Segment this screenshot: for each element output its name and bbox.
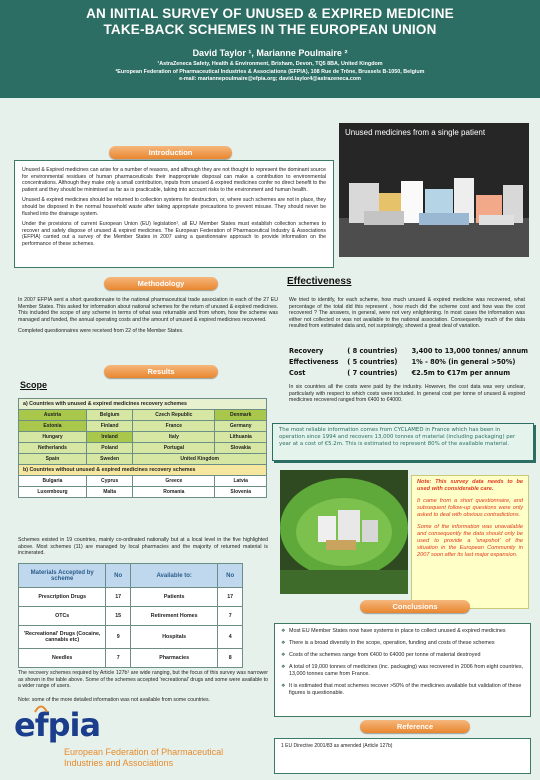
conclusion-item: ❖ A total of 19,000 tonnes of medicines (inc. packaging) was recovered in 2006 from eight countries, 13,000 tonnes came from France. — [281, 664, 524, 678]
acc-cell: 17 — [106, 588, 131, 607]
scope-cell: Lithuania — [215, 432, 267, 443]
photo-caption: Unused medicines from a single patient — [345, 128, 486, 137]
email: e-mail: mariannepoulmaire@efpia.org; david.taylor4@astrazeneca.com — [179, 76, 361, 82]
intro-paragraph-1: Unused & Expired medicines can arise for a number of reasons, and although they are not thought to represent the dominant source for environmental residues of human pharmaceuticals their inappropriate disposal can make a contribution to environmental concentrations. Although they make only a small contribution, inputs from unused & expired medicines confer no direct benefit to the patient and they should be minimised as far as is practicable, taking into account risks to the environment and human health. — [22, 167, 326, 193]
scope-cell: Greece — [133, 476, 215, 487]
title-line-2: TAKE-BACK SCHEMES IN THE EUROPEAN UNION — [103, 22, 437, 37]
scope-cell: Italy — [133, 432, 215, 443]
scope-cell: France — [133, 421, 215, 432]
scope-cell: Cyprus — [86, 476, 132, 487]
acc-cell: 15 — [106, 607, 131, 626]
poster-title — [0, 0, 540, 38]
scope-cell: Slovakia — [215, 443, 267, 454]
caution-paragraph-3: Some of the information was unavailable and consequently the data should only be used to provide a 'snapshot' of the situation in the European Community in 2007 soon after its last major expansion. — [417, 524, 523, 558]
results-heading: Results — [104, 365, 218, 378]
acc-header: Materials Accepted by scheme — [19, 564, 106, 588]
acc-header: No — [106, 564, 131, 588]
acc-cell: Needles — [19, 649, 106, 668]
acc-cell: 7 — [218, 607, 243, 626]
scope-cell: Poland — [86, 443, 132, 454]
scope-cell: Denmark — [215, 410, 267, 421]
scope-cell: Czech Republic — [133, 410, 215, 421]
effectiveness-row — [289, 369, 510, 377]
conclusions-heading: Conclusions — [360, 600, 470, 613]
title-line-1: AN INITIAL SURVEY OF UNUSED & EXPIRED MEDICINE — [86, 6, 454, 21]
methodology-paragraph-2: Completed questionnaires were received from 22 of the Member States. — [18, 328, 184, 335]
scope-table — [18, 398, 267, 498]
medicine-pile-image — [339, 123, 529, 257]
affiliation-2: ²European Federation of Pharmaceutical Industries & Associations (EFPIA), 108 Rue de Trône, Brussels B-1050, Belgium — [115, 68, 425, 75]
row-countries: ( 7 countries) — [347, 369, 398, 377]
row-countries: ( 8 countries) — [347, 347, 398, 355]
conclusion-item: ❖ It is estimated that most schemes recover >50% of the medicines available but validation of these figures is questionable. — [281, 683, 524, 697]
row-value: €2.5m to €17m per annum — [411, 369, 511, 377]
scope-cell: United Kingdom — [133, 454, 267, 465]
scope-cell: Belgium — [86, 410, 132, 421]
efpia-name-line-2: Industries and Associations — [64, 758, 174, 768]
acc-cell: Pharmacies — [130, 649, 217, 668]
reference-text: 1 EU Directive 2001/83 as amended (Article 127b) — [281, 743, 393, 749]
acc-cell: Patients — [130, 588, 217, 607]
effectiveness-row — [289, 358, 515, 366]
green-collection-box-image — [280, 470, 408, 594]
accepted-materials-table — [18, 563, 243, 668]
conclusions-list — [274, 623, 531, 717]
acc-cell: 9 — [106, 626, 131, 649]
scope-text: Schemes existed in 19 countries, mainly co-ordinated nationally but at a local level in the five highlighted above. Most schemes (11) are managed by local pharmacies and the majority of returned material is incinerated. — [18, 537, 268, 557]
row-countries: ( 5 countries) — [347, 358, 398, 366]
row-value: 1% - 80% (in general >50%) — [411, 358, 516, 366]
scope-cell: Slovenia — [215, 487, 267, 498]
scope-head-b: b) Countries without unused & expired medicines recovery schemes — [19, 465, 267, 476]
row-label: Effectiveness — [289, 358, 339, 366]
scope-cell: Portugal — [133, 443, 215, 454]
caution-paragraph-2: It came from a short questionnaire, and subsequent follow-up questions were only asked to deal with obvious contradictions. — [417, 498, 523, 518]
scope-cell: Spain — [19, 454, 87, 465]
acc-cell: 7 — [106, 649, 131, 668]
scope-cell: Ireland — [86, 432, 132, 443]
efpia-name-line-1: European Federation of Pharmaceutical — [64, 747, 224, 757]
acc-cell: 4 — [218, 626, 243, 649]
acc-cell: Retirement Homes — [130, 607, 217, 626]
intro-paragraph-3: Under the provisions of current European Union (EU) legislation¹, all EU Member States must establish collection schemes to recover and safely dispose of unused & expired medicines. The European Federation of Pharmaceutical Industry & Associations (EFPIA) carried out a survey of the Member States in 2007 using a questionnaire approach to provide information on the performance of these schemes. — [22, 221, 326, 247]
survey-caution-note — [411, 475, 529, 609]
efpia-logo: efpia — [14, 706, 101, 744]
methodology-text — [18, 297, 278, 335]
acc-header: Available to: — [130, 564, 217, 588]
scope-cell: Latvia — [215, 476, 267, 487]
row-label: Cost — [289, 369, 306, 377]
acc-cell: 8 — [218, 649, 243, 668]
methodology-heading: Methodology — [104, 277, 218, 290]
scope-cell: Germany — [215, 421, 267, 432]
unused-medicines-photo — [339, 123, 529, 257]
acc-cell: Prescription Drugs — [19, 588, 106, 607]
effectiveness-row — [289, 347, 528, 355]
caution-paragraph-1: Note: This survey data needs to be used with considerable care. — [417, 479, 523, 492]
scope-cell: Luxembourg — [19, 487, 87, 498]
reference-box — [274, 738, 531, 774]
scope-cell: Romania — [133, 487, 215, 498]
scope-cell: Hungary — [19, 432, 87, 443]
efpia-full-name — [64, 747, 223, 769]
conclusion-item: ❖ Costs of the schemes range from €400 to €4000 per tonne of material destroyed — [281, 652, 524, 659]
conclusion-item: ❖ Most EU Member States now have systems in place to collect unused & expired medicines — [281, 628, 524, 635]
row-value: 3,400 to 13,000 tonnes/ annum — [411, 347, 529, 355]
accepted-note: Note: some of the more detailed information was not available from some countries. — [18, 697, 211, 703]
authors: David Taylor ¹, Marianne Poulmaire ² — [192, 48, 348, 58]
scope-cell: Austria — [19, 410, 87, 421]
efpia-logo-arc-icon — [34, 700, 48, 710]
scope-cell: Netherlands — [19, 443, 87, 454]
reference-heading: Reference — [360, 720, 470, 733]
scope-cell: Bulgaria — [19, 476, 87, 487]
affiliation-1: ¹AstraZeneca Safety, Health & Environment, Brixham, Devon, TQ5 8BA, United Kingdom — [157, 61, 383, 67]
conclusion-item: ❖ There is a broad diversity in the scope, operation, funding and costs of these schemes — [281, 640, 524, 647]
introduction-heading: Introduction — [109, 146, 232, 159]
collection-box-photo — [280, 470, 408, 594]
scope-head-a: a) Countries with unused & expired medicines recovery schemes — [19, 399, 267, 410]
scope-cell: Finland — [86, 421, 132, 432]
affiliations — [0, 61, 540, 84]
effectiveness-heading: Effectiveness — [287, 276, 352, 287]
acc-cell: Hospitals — [130, 626, 217, 649]
scope-cell: Sweden — [86, 454, 132, 465]
scope-cell: Estonia — [19, 421, 87, 432]
acc-cell: 17 — [218, 588, 243, 607]
introduction-box — [14, 160, 334, 268]
intro-paragraph-2: Unused & expired medicines should be returned to collection systems for destruction, or, where such schemes are not in place, they should be disposed in the normal household waste after taking appropriate precautions to prevent misuse. They should never be flushed into the drainage system. — [22, 197, 326, 217]
cyclamed-callout: The most reliable information comes from CYCLAMED in France which has been in operation since 1994 and recovers 13,000 tonnes of material (including packaging) per year at a cost of €5.2m. This is estimated to represent 80% of the available material. — [272, 423, 534, 461]
scope-heading: Scope — [20, 380, 48, 390]
acc-header: No — [218, 564, 243, 588]
scope-cell: Malta — [86, 487, 132, 498]
effectiveness-text-1: We tried to identify, for each scheme, how much unused & expired medicine was recovered, what percentage of the total did this represent , how much did the scheme cost and how was the cost recovered ? The answers, in general, were not very enlightening. In most cases the information was either not collected or was not available to the national association. Consequently much of the data resulted from estimated data and, not surprisingly, showed a great deal of variation. — [289, 297, 525, 330]
effectiveness-text-2: In six countries all the costs were paid by the industry. However, the cost data was very unclear, particularly with respect to which costs were included. In general cost per tonne of unused & expired medicines recovered ranged from €400 to €4000. — [289, 384, 525, 404]
accepted-text: The recovery schemes required by Article 127b¹ are wide ranging, but the focus of this survey was narrower as shown in the table above. Some of the schemes accepted 'recreational' drugs and some were available to a wider range of users. — [18, 670, 268, 690]
row-label: Recovery — [289, 347, 324, 355]
methodology-paragraph-1: In 2007 EFPIA sent a short questionnaire to the national pharmaceutical trade association in each of the 27 EU Member States. This asked for information about national schemes for the return of unused & expired medicines. This included the scope of any scheme in terms of what was returnable and from whom, how the scheme was managed and funded, the annual operating costs and the amount of unused & expired medicines recovered. — [18, 297, 278, 323]
acc-cell: 'Recreational' Drugs (Cocaine, cannabis etc) — [19, 626, 106, 649]
poster-header — [0, 0, 540, 98]
acc-cell: OTCs — [19, 607, 106, 626]
